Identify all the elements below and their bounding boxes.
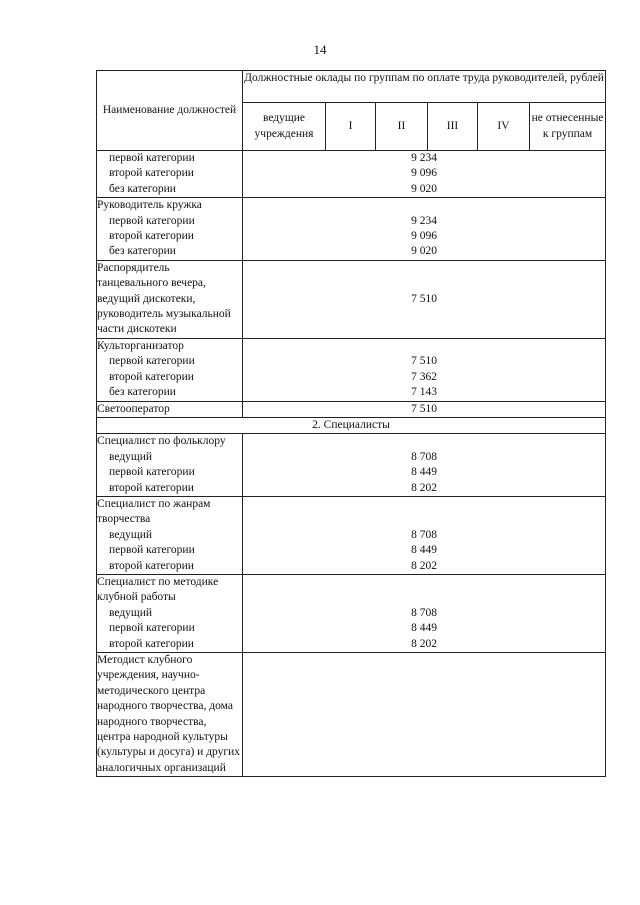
table-row bbox=[97, 653, 606, 777]
table-row bbox=[97, 338, 606, 401]
category-label: второй категории bbox=[109, 481, 194, 494]
category-label: второй категории bbox=[109, 370, 194, 383]
salary-value: 7 143 bbox=[411, 386, 437, 399]
salary-values-cell bbox=[243, 198, 606, 261]
category-label: без категории bbox=[109, 245, 176, 258]
salary-values-cell bbox=[243, 653, 606, 777]
category-label: ведущий bbox=[109, 606, 153, 619]
table-row bbox=[97, 496, 606, 574]
table-row bbox=[97, 434, 606, 497]
column-header-group-none: не отнесенные к группам bbox=[530, 103, 606, 151]
salary-value: 8 449 bbox=[411, 544, 437, 557]
salary-value: 7 510 bbox=[411, 355, 437, 368]
salary-value: 8 449 bbox=[411, 622, 437, 635]
category-label: ведущий bbox=[109, 528, 153, 541]
position-name-cell bbox=[97, 434, 243, 497]
position-title: Специалист по жанрам творчества bbox=[97, 497, 211, 526]
category-label: ведущий bbox=[109, 450, 153, 463]
salary-value: 8 202 bbox=[411, 481, 437, 494]
salary-value: 7 510 bbox=[243, 401, 606, 417]
table-row bbox=[97, 401, 606, 417]
position-name-cell: Светооператор bbox=[97, 401, 243, 417]
position-title: Специалист по методике клубной работы bbox=[97, 575, 219, 604]
column-header-group-3: III bbox=[428, 103, 478, 151]
position-title: Руководитель кружка bbox=[97, 199, 202, 212]
column-header-group-leading: ведущие учреждения bbox=[243, 103, 326, 151]
salary-value: 8 708 bbox=[411, 450, 437, 463]
position-name-cell bbox=[97, 338, 243, 401]
salary-value: 8 708 bbox=[411, 606, 437, 619]
header-row bbox=[97, 71, 606, 103]
salary-values-cell bbox=[243, 151, 606, 198]
position-name-cell bbox=[97, 198, 243, 261]
category-label: второй категории bbox=[109, 167, 194, 180]
position-name-cell: Распорядитель танцевального вечера, ведущий дискотеки, руководитель музыкальной части дискотеки bbox=[97, 260, 243, 338]
salary-value: 9 096 bbox=[411, 230, 437, 243]
table-row bbox=[97, 574, 606, 652]
page-number: 14 bbox=[313, 42, 327, 57]
position-name-cell: Методист клубного учреждения, научно-методического центра народного творчества, дома народного творчества, центра народной культуры (культуры и досуга) и других аналогичных организаций bbox=[97, 653, 243, 777]
position-name-cell bbox=[97, 574, 243, 652]
salary-value: 9 234 bbox=[411, 214, 437, 227]
salary-value: 9 234 bbox=[411, 152, 437, 164]
column-header-name: Наименование должностей bbox=[97, 71, 243, 151]
position-title: Культорганизатор bbox=[97, 339, 184, 352]
salary-values-cell bbox=[243, 574, 606, 652]
salary-value: 8 449 bbox=[411, 466, 437, 479]
category-label: первой категории bbox=[109, 544, 195, 557]
section-heading: 2. Специалисты bbox=[97, 417, 606, 433]
salary-value: 8 202 bbox=[411, 637, 437, 650]
category-label: первой категории bbox=[109, 214, 195, 227]
table-row bbox=[97, 151, 606, 198]
table-row bbox=[97, 198, 606, 261]
table-row bbox=[97, 260, 606, 338]
salary-value: 7 362 bbox=[411, 370, 437, 383]
category-label: без категории bbox=[109, 386, 176, 399]
category-label: без категории bbox=[109, 182, 176, 195]
salary-value: 9 096 bbox=[411, 167, 437, 180]
salary-table bbox=[96, 70, 606, 777]
section-heading-row bbox=[97, 417, 606, 433]
salary-value: 8 202 bbox=[411, 559, 437, 572]
position-name-cell bbox=[97, 151, 243, 198]
column-header-group-2: II bbox=[376, 103, 428, 151]
category-label: второй категории bbox=[109, 230, 194, 243]
salary-value: 9 020 bbox=[411, 245, 437, 258]
salary-values-cell bbox=[243, 338, 606, 401]
category-label: первой категории bbox=[109, 466, 195, 479]
column-header-group-4: IV bbox=[478, 103, 530, 151]
salary-values-cell bbox=[243, 434, 606, 497]
salary-values-cell bbox=[243, 496, 606, 574]
category-label: второй категории bbox=[109, 559, 194, 572]
category-label: первой категории bbox=[109, 355, 195, 368]
salary-value: 7 510 bbox=[243, 260, 606, 338]
salary-value: 8 708 bbox=[411, 528, 437, 541]
category-label: второй категории bbox=[109, 637, 194, 650]
category-label: первой категории bbox=[109, 152, 195, 164]
column-header-salary: Должностные оклады по группам по оплате труда руководителей, рублей bbox=[243, 71, 606, 103]
salary-value: 9 020 bbox=[411, 182, 437, 195]
column-header-group-1: I bbox=[326, 103, 376, 151]
position-name-cell bbox=[97, 496, 243, 574]
category-label: первой категории bbox=[109, 622, 195, 635]
position-title: Специалист по фольклору bbox=[97, 435, 226, 448]
